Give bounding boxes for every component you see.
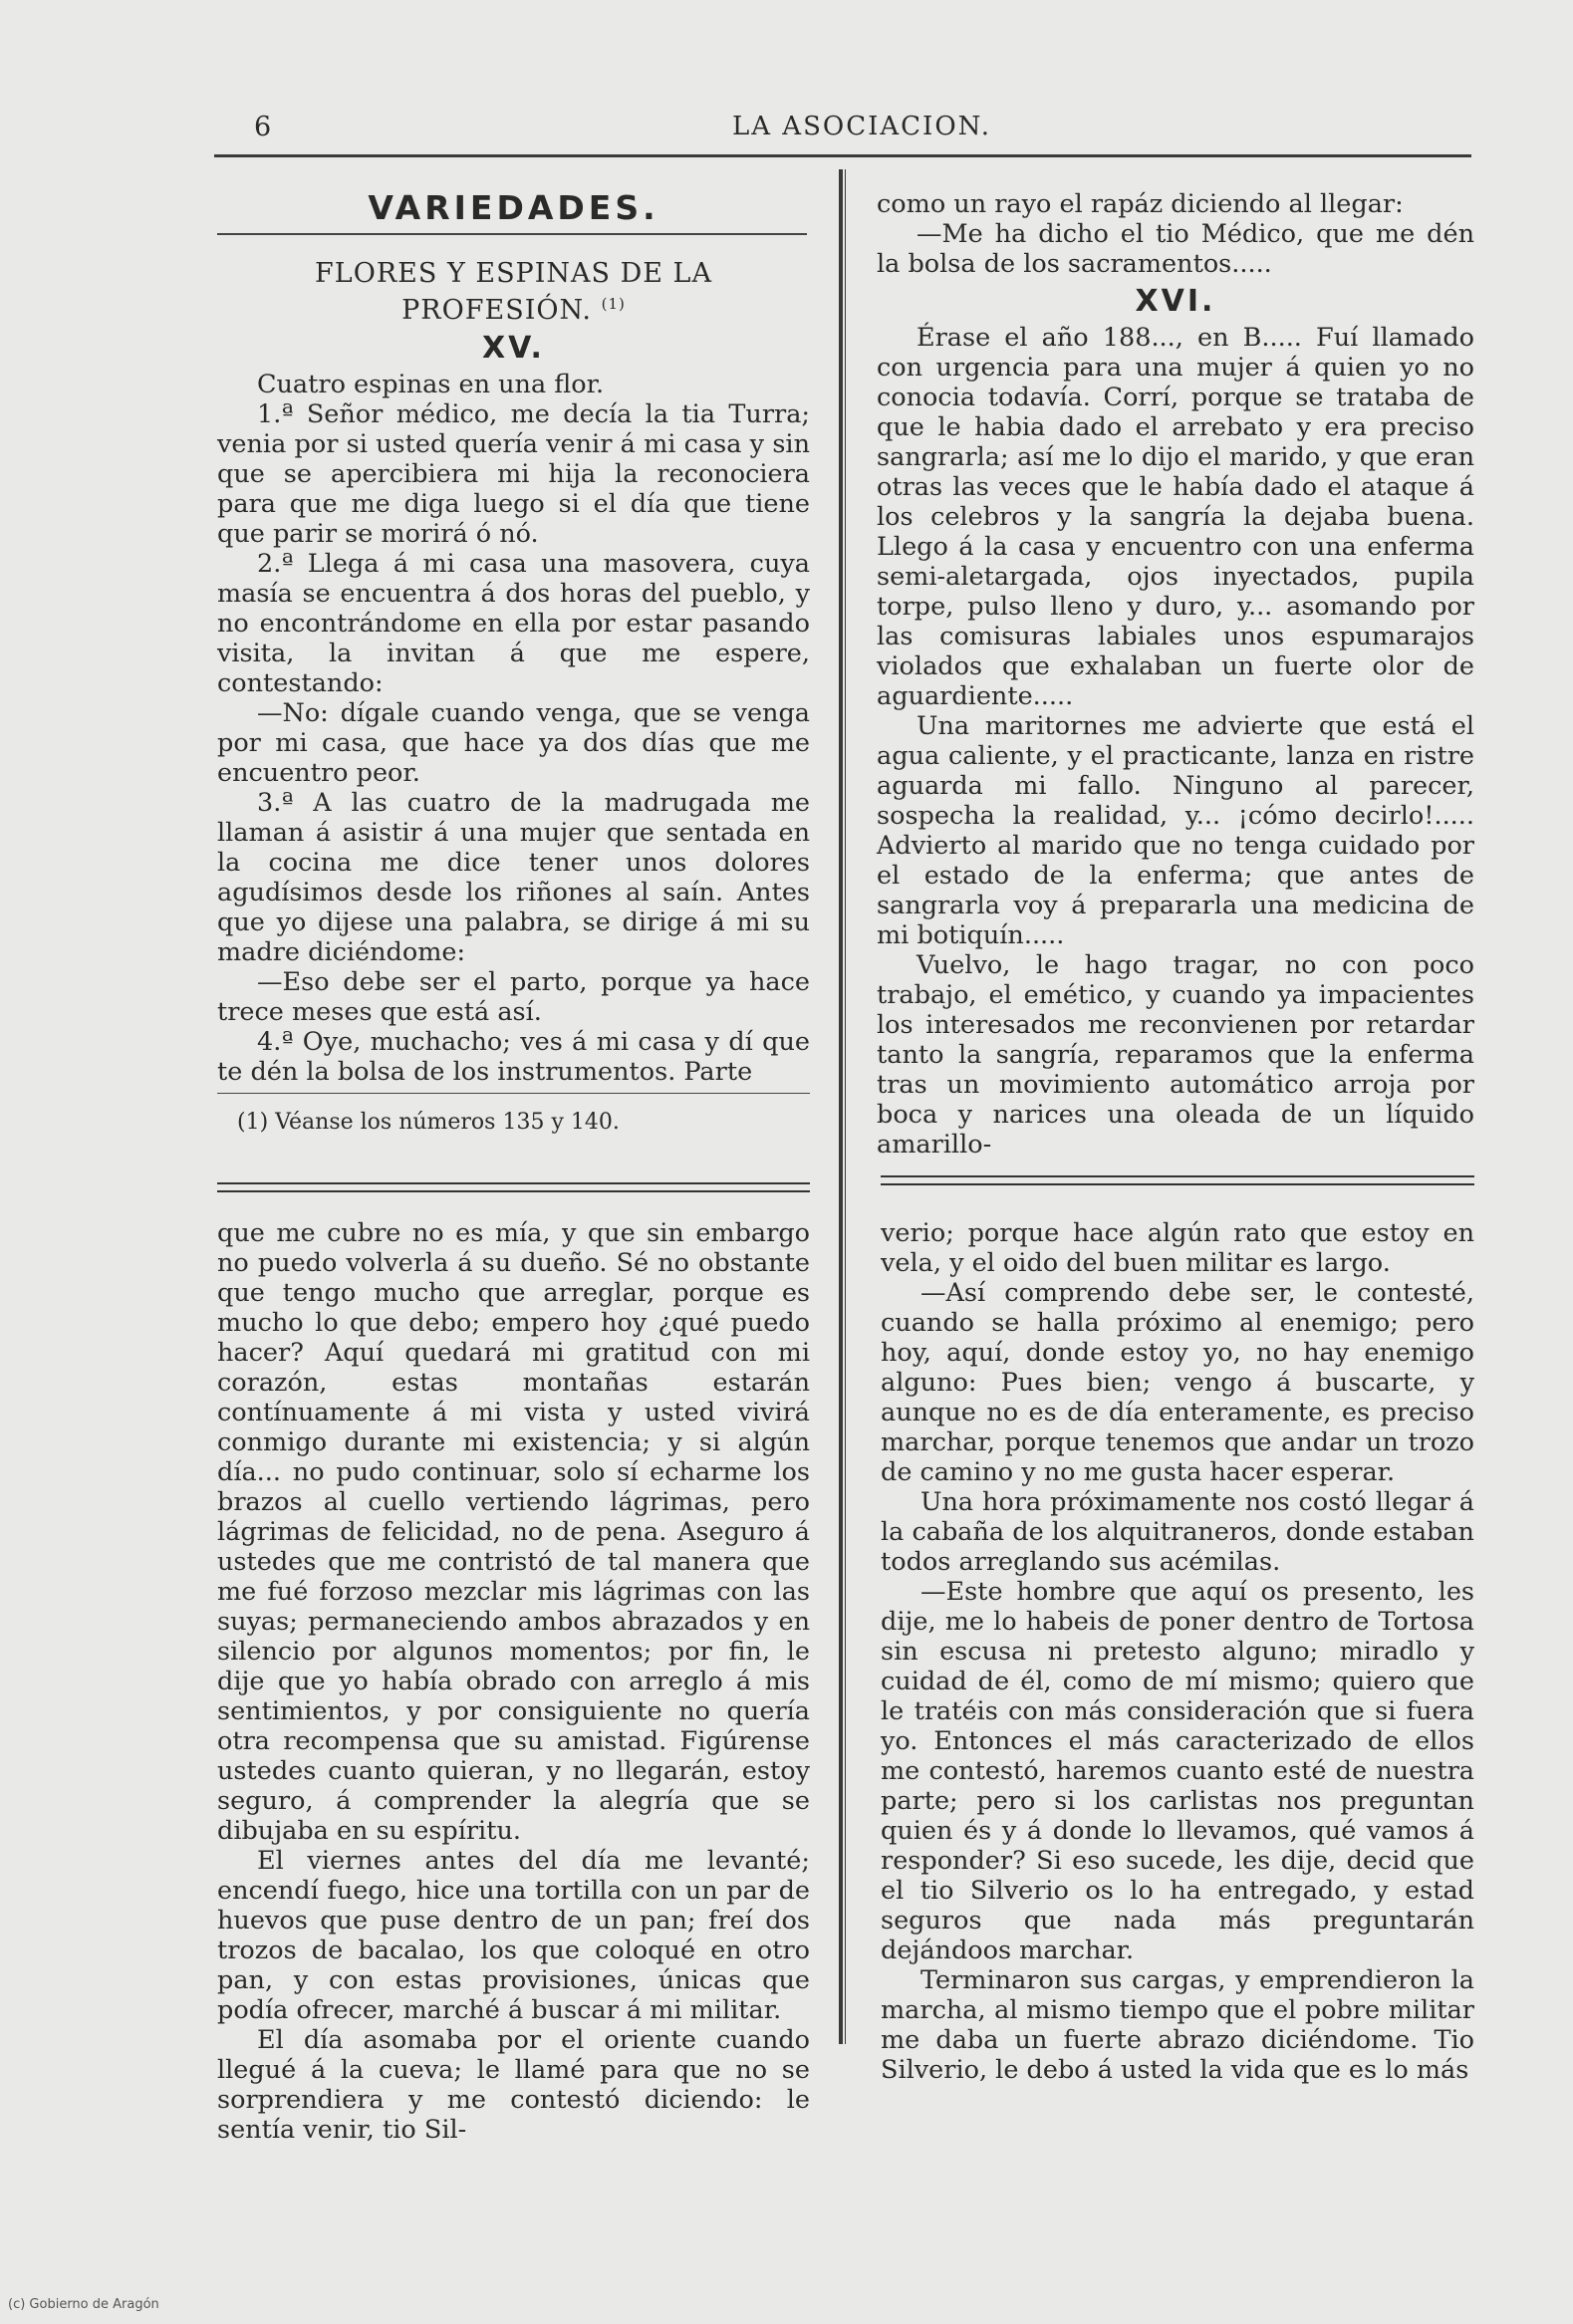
chapter-number-xv: XV. bbox=[482, 331, 545, 366]
section-rule bbox=[217, 233, 807, 235]
subtitle-note-mark: (1) bbox=[601, 295, 626, 313]
separator-band-right bbox=[881, 1175, 1474, 1185]
header-rule bbox=[214, 154, 1471, 157]
paragraph: —Me ha dicho el tio Médico, que me dén la bolsa de los sacramentos..... bbox=[877, 219, 1474, 279]
running-title: LA ASOCIACION. bbox=[732, 112, 991, 141]
paragraph: Érase el año 188..., en B..... Fuí llamado con urgencia para una mujer á quien yo no conocia todavía. Corrí, porque se trataba de que le habia dado el arrebato y era preciso sangrarla; así me lo dijo el marido, y que eran otras las veces que le había dado el ataque á los celebros y la sangría la dejaba buena. Llego á la casa y encuentro con una enferma semi-aletargada, ojos inyectados, pupila torpe, pulso lleno y duro, y... asomando por las comisuras labiales unos espumarajos violados que exhalaban un fuerte olor de aguardiente..... bbox=[877, 323, 1474, 711]
left-column-top bbox=[217, 189, 810, 1138]
paragraph: Una hora próximamente nos costó llegar á la cabaña de los alquitraneros, donde estaban todos arreglando sus acémilas. bbox=[881, 1487, 1474, 1577]
footnote: (1) Véanse los números 135 y 140. bbox=[237, 1110, 620, 1135]
paragraph: —Este hombre que aquí os presento, les dije, me lo habeis de poner dentro de Tortosa sin escusa ni pretesto alguno; miradlo y cuidad de él, como de mí mismo; quiero que le tratéis con más consideración que si fuera yo. Entonces el más caracterizado de ellos me contestó, haremos cuanto esté de nuestra parte; pero si los carlistas nos preguntan quien és y á donde lo llevamos, qué vamos á responder? Si eso sucede, les dije, decid que el tio Silverio os lo ha entregado, y estad seguros que nada más preguntarán dejándoos marchar. bbox=[881, 1577, 1474, 1965]
paragraph: que me cubre no es mía, y que sin embargo no puedo volverla á su dueño. Sé no obstante que tengo mucho que arreglar, porque es mucho lo que debo; empero hoy ¿qué puedo hacer? Aquí quedará mi gratitud con mi corazón, estas montañas estarán contínuamente á mi vista y usted vivirá conmigo durante mi existencia; y si algún día... no pudo continuar, solo sí echarme los brazos al cuello vertiendo lágrimas, pero lágrimas de felicidad, no de pena. Aseguro á ustedes que me contristó de tal manera que me fué forzoso mezclar mis lágrimas con las suyas; permaneciendo ambos abrazados y en silencio por algunos momentos; por fin, le dije que yo había obrado con arreglo á mis sentimientos, y por consiguiente no quería otra recompensa que su amistad. Figúrense ustedes cuanto quieran, y no llegarán, estoy seguro, á comprender la alegría que se dibujaba en su espíritu. bbox=[217, 1218, 810, 1846]
paragraph: 2.ª Llega á mi casa una masovera, cuya masía se encuentra á dos horas del pueblo, y no encontrándome en ella por estar pasando visita, la invitan á que me espere, contestando: bbox=[217, 549, 810, 698]
paragraph: El día asomaba por el oriente cuando llegué á la cueva; le llamé para que no se sorprendiera y me contestó diciendo: le sentía venir, tio Sil- bbox=[217, 2025, 810, 2145]
paragraph: verio; porque hace algún rato que estoy en vela, y el oido del buen militar es largo. bbox=[881, 1218, 1474, 1278]
left-column-bottom bbox=[217, 1218, 810, 2145]
paragraph: Vuelvo, le hago tragar, no con poco trabajo, el emético, y cuando ya impacientes los interesados me reconvienen por retardar tanto la sangría, reparamos que la enferma tras un movimiento automático arroja por boca y narices una oleada de un líquido amarillo- bbox=[877, 950, 1474, 1160]
paragraph: como un rayo el rapáz diciendo al llegar: bbox=[877, 189, 1404, 219]
right-column-top bbox=[877, 189, 1474, 1160]
paragraph: —Así comprendo debe ser, le contesté, cuando se halla próximo al enemigo; pero hoy, aquí, donde estoy yo, no hay enemigo alguno: Pues bien; vengo á buscarte, y aunque no es de día enteramente, es preciso marchar, porque tenemos que andar un trozo de camino y no me gusta hacer esperar. bbox=[881, 1278, 1474, 1487]
paragraph: 3.ª A las cuatro de la madrugada me llaman á asistir á una mujer que sentada en la cocina me dice tener unos dolores agudísimos desde los riñones al saín. Antes que yo dijese una palabra, se dirige á mi su madre diciéndome: bbox=[217, 788, 810, 967]
paragraph: Una maritornes me advierte que está el agua caliente, y el practicante, lanza en ristre aguarda mi fallo. Ninguno al parecer, sospecha la realidad, y... ¡cómo decirlo!..... Advierto al marido que no tenga cuidado por el estado de la enferma; que antes de sangrarla voy á prepararla una medicina de mi botiquín..... bbox=[877, 711, 1474, 950]
article-subtitle bbox=[217, 259, 810, 326]
page-number: 6 bbox=[254, 112, 272, 142]
chapter-number-xvi: XVI. bbox=[1135, 284, 1216, 319]
column-divider bbox=[839, 169, 843, 2044]
copyright-notice: (c) Gobierno de Aragón bbox=[8, 2297, 159, 2312]
separator-band-left bbox=[217, 1182, 810, 1192]
page-header bbox=[214, 112, 1469, 151]
subtitle-text: FLORES Y ESPINAS DE LA PROFESIÓN. bbox=[315, 258, 712, 326]
right-column-bottom bbox=[881, 1218, 1474, 2085]
footnote-rule bbox=[217, 1093, 810, 1094]
paragraph: 1.ª Señor médico, me decía la tia Turra; venia por si usted quería venir á mi casa y sin que se apercibiera mi hija la reconociera para que me diga luego si el día que tiene que parir se morirá ó nó. bbox=[217, 399, 810, 549]
section-title: VARIEDADES. bbox=[368, 188, 659, 227]
paragraph: 4.ª Oye, muchacho; ves á mi casa y dí que te dén la bolsa de los instrumentos. Parte bbox=[217, 1027, 810, 1087]
paragraph: Terminaron sus cargas, y emprendieron la marcha, al mismo tiempo que el pobre militar me daba un fuerte abrazo diciéndome. Tio Silverio, le debo á usted la vida que es lo más bbox=[881, 1965, 1474, 2085]
paragraph: —No: dígale cuando venga, que se venga por mi casa, que hace ya dos días que me encuentro peor. bbox=[217, 698, 810, 788]
paragraph: —Eso debe ser el parto, porque ya hace trece meses que está así. bbox=[217, 967, 810, 1027]
paragraph: Cuatro espinas en una flor. bbox=[257, 370, 605, 399]
paragraph: El viernes antes del día me levanté; encendí fuego, hice una tortilla con un par de huevos que puse dentro de un pan; freí dos trozos de bacalao, los que coloqué en otro pan, y con estas provisiones, únicas que podía ofrecer, marché á buscar á mi militar. bbox=[217, 1846, 810, 2025]
column-divider-thin bbox=[845, 169, 846, 2044]
